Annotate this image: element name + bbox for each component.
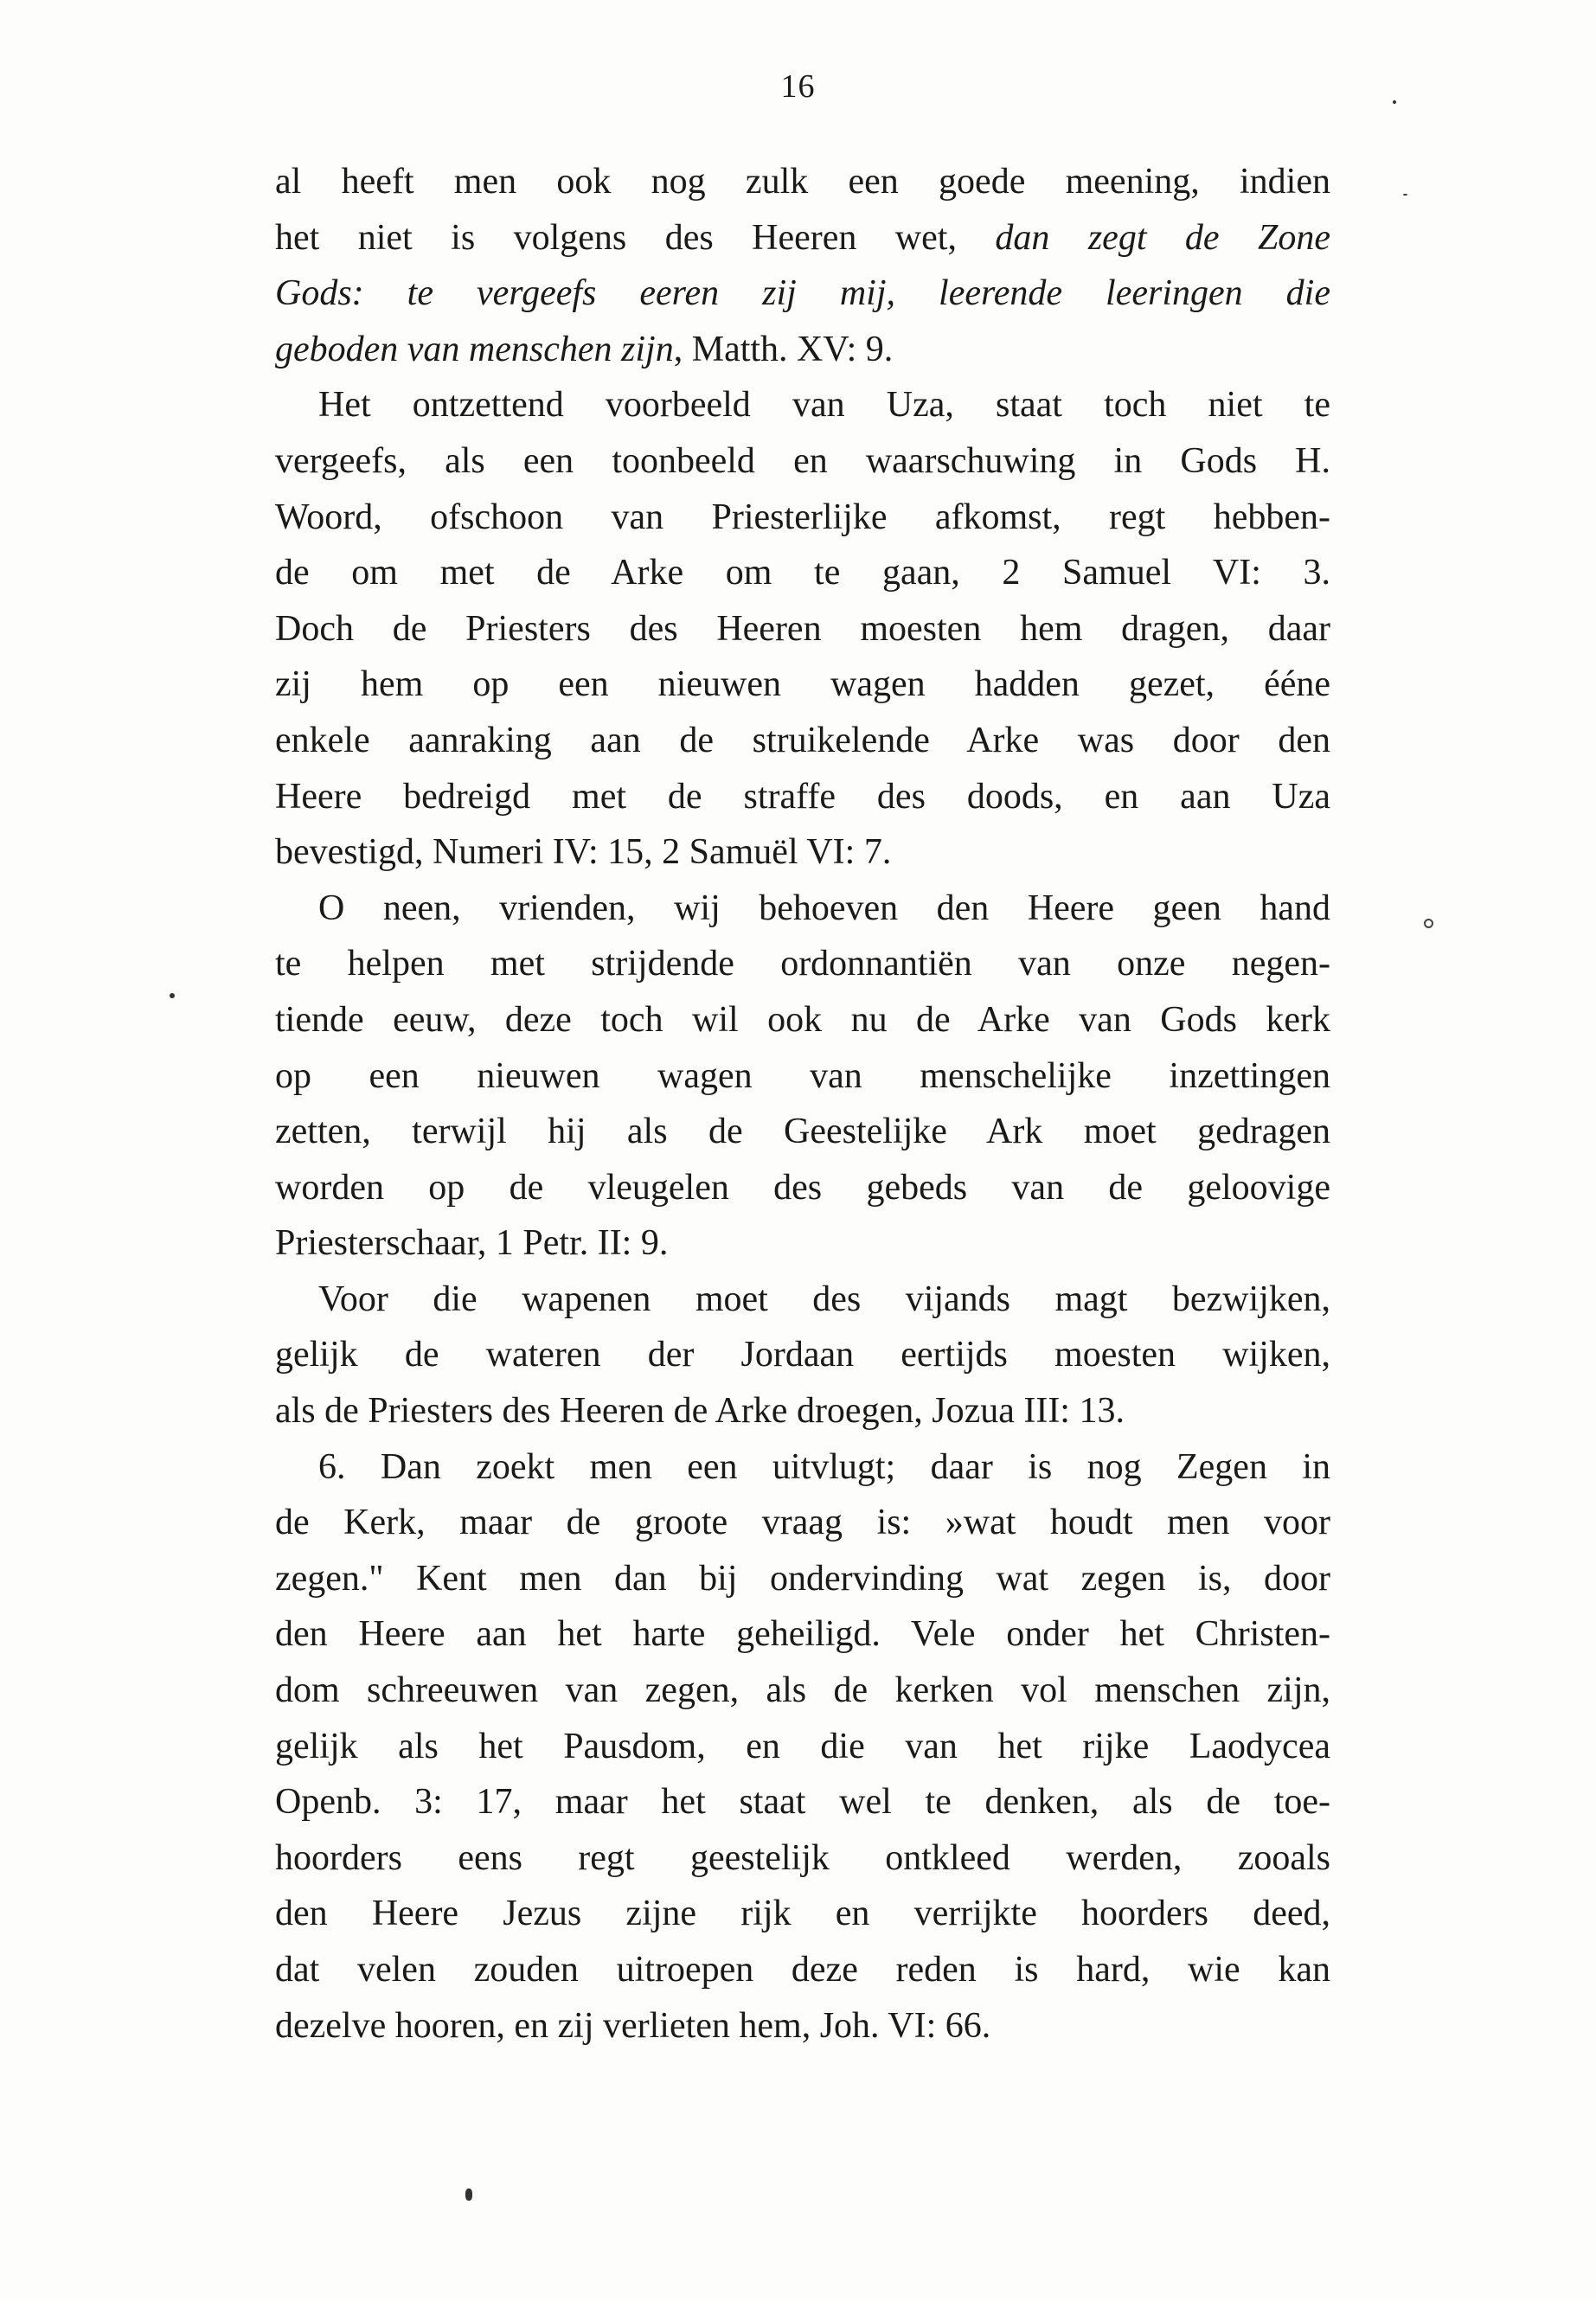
text-line	[275, 545, 1330, 601]
text-line	[275, 1439, 1330, 1496]
text-line	[275, 881, 1330, 937]
text-segment: de Kerk, maar de groote vraag is: »wat houdt men voor	[275, 1503, 1330, 1543]
text-line	[275, 1942, 1330, 1998]
text-line	[275, 1495, 1330, 1551]
text-segment: al heeft men ook nog zulk een goede meening, indien	[275, 162, 1330, 202]
text-segment: den Heere Jezus zijne rijk en verrijkte hoorders deed,	[275, 1894, 1330, 1934]
text-segment: Heere bedreigd met de straffe des doods, en aan Uza	[275, 776, 1330, 817]
text-line	[275, 1215, 1330, 1272]
italic-segment: dan zegt de Zone	[995, 217, 1330, 258]
text-line	[275, 1383, 1330, 1439]
text-line	[275, 1886, 1330, 1942]
text-line	[275, 824, 1330, 881]
text-segment: , Matth. XV: 9.	[673, 329, 894, 369]
text-line	[275, 1327, 1330, 1383]
text-segment: enkele aanraking aan de struikelende Arke was door den	[275, 720, 1330, 760]
scan-speck	[465, 2189, 472, 2201]
italic-segment: Gods: te vergeefs eeren zij mij, leerende leeringen die	[275, 273, 1330, 314]
text-segment: zij hem op een nieuwen wagen hadden gezet, ééne	[275, 664, 1330, 705]
text-segment: op een nieuwen wagen van menschelijke inzettingen	[275, 1055, 1330, 1096]
text-segment: het niet is volgens des Heeren wet,	[275, 217, 996, 258]
page-number: 16	[780, 68, 816, 105]
text-line	[275, 992, 1330, 1048]
text-segment: dom schreeuwen van zegen, als de kerken vol menschen zijn,	[275, 1670, 1330, 1711]
text-segment: Voor die wapenen moet des vijands magt bezwijken,	[318, 1279, 1330, 1319]
text-line	[275, 1663, 1330, 1719]
text-line	[275, 601, 1330, 657]
text-line	[275, 377, 1330, 433]
text-line	[275, 433, 1330, 490]
text-segment: zegen." Kent men dan bij ondervinding wat zegen is, door	[275, 1558, 1330, 1599]
scan-speck	[1403, 194, 1407, 195]
text-line	[275, 490, 1330, 546]
text-segment: bevestigd, Numeri IV: 15, 2 Samuël VI: 7.	[275, 832, 892, 873]
text-segment: dat velen zouden uitroepen deze reden is hard, wie kan	[275, 1950, 1330, 1990]
text-segment: 6. Dan zoekt men een uitvlugt; daar is nog Zegen in	[318, 1446, 1330, 1487]
text-line	[275, 1719, 1330, 1775]
text-line	[275, 1160, 1330, 1216]
text-segment: Priesterschaar, 1 Petr. II: 9.	[275, 1223, 669, 1264]
text-line	[275, 1551, 1330, 1607]
text-line	[275, 713, 1330, 769]
text-segment: gelijk als het Pausdom, en die van het rijke Laodycea	[275, 1726, 1330, 1766]
text-segment: Doch de Priesters des Heeren moesten hem dragen, daar	[275, 608, 1330, 649]
text-segment: vergeefs, als een toonbeeld en waarschuwing in Gods H.	[275, 440, 1330, 481]
scan-speck	[170, 993, 175, 998]
text-segment: den Heere aan het harte geheiligd. Vele onder het Christen-	[275, 1614, 1330, 1655]
text-line	[275, 1606, 1330, 1663]
text-line	[275, 1272, 1330, 1328]
text-segment: dezelve hooren, en zij verlieten hem, Joh. VI: 66.	[275, 2005, 991, 2046]
text-segment: hoorders eens regt geestelijk ontkleed werden, zooals	[275, 1837, 1330, 1878]
text-segment: gelijk de wateren der Jordaan eertijds moesten wijken,	[275, 1335, 1330, 1375]
text-segment: te helpen met strijdende ordonnantiën van onze negen-	[275, 944, 1330, 984]
text-segment: O neen, vrienden, wij behoeven den Heere geen hand	[318, 888, 1330, 928]
text-line	[275, 210, 1330, 266]
text-line	[275, 1830, 1330, 1887]
italic-segment: geboden van menschen zijn	[275, 329, 674, 369]
text-line	[275, 266, 1330, 322]
text-line	[275, 936, 1330, 992]
text-line	[275, 769, 1330, 825]
text-segment: als de Priesters des Heeren de Arke droegen, Jozua III: 13.	[275, 1391, 1125, 1432]
text-line	[275, 1104, 1330, 1160]
text-line	[275, 154, 1330, 210]
text-segment: Het ontzettend voorbeeld van Uza, staat toch niet te	[318, 385, 1330, 426]
scan-speck	[1393, 100, 1396, 104]
text-line	[275, 1048, 1330, 1105]
text-segment: worden op de vleugelen des gebeds van de geloovige	[275, 1167, 1330, 1208]
text-line	[275, 1998, 1330, 2054]
scan-speck	[1424, 919, 1433, 928]
body-text	[275, 154, 1330, 2054]
text-segment: Woord, ofschoon van Priesterlijke afkomst, regt hebben-	[275, 497, 1330, 537]
text-segment: zetten, terwijl hij als de Geestelijke Ark moet gedragen	[275, 1112, 1330, 1152]
text-line	[275, 657, 1330, 713]
text-line	[275, 1774, 1330, 1830]
text-segment: Openb. 3: 17, maar het staat wel te denken, als de toe-	[275, 1782, 1330, 1823]
text-segment: de om met de Arke om te gaan, 2 Samuel VI: 3.	[275, 553, 1330, 593]
text-line	[275, 322, 1330, 378]
text-segment: tiende eeuw, deze toch wil ook nu de Arke van Gods kerk	[275, 999, 1330, 1040]
